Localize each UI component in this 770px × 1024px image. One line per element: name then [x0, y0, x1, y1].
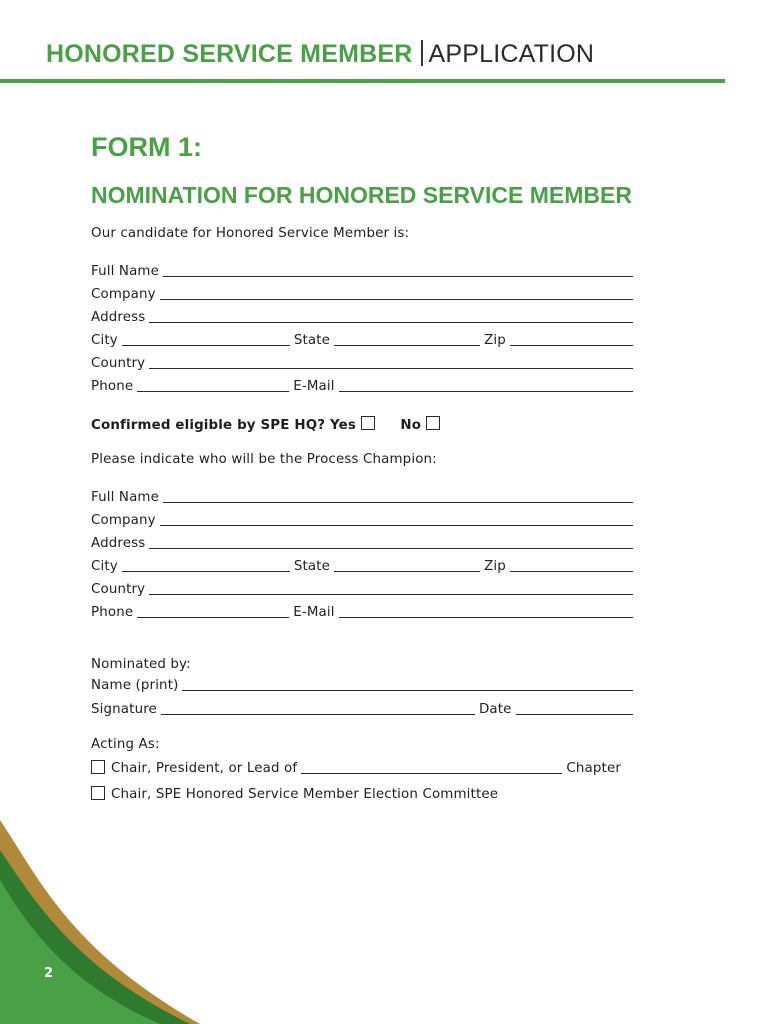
- champion-address-field[interactable]: [149, 536, 633, 549]
- champion-address-label: Address: [91, 536, 146, 551]
- acting-chapter-field[interactable]: [301, 761, 562, 774]
- candidate-phone-label: Phone: [91, 379, 134, 394]
- candidate-phone-row: [91, 379, 633, 394]
- champion-phone-row: [91, 605, 633, 620]
- candidate-address-field[interactable]: [149, 310, 633, 323]
- champion-state-field[interactable]: [334, 559, 480, 572]
- candidate-city-row: [91, 333, 633, 348]
- acting-option1-checkbox[interactable]: [91, 760, 105, 774]
- champion-country-field[interactable]: [149, 582, 633, 595]
- header-separator: [421, 40, 423, 66]
- candidate-email-label: E-Mail: [293, 379, 335, 394]
- champion-company-row: [91, 513, 633, 528]
- candidate-country-row: [91, 356, 633, 371]
- champion-city-field[interactable]: [122, 559, 290, 572]
- nominator-date-field[interactable]: [516, 702, 633, 715]
- candidate-country-field[interactable]: [149, 356, 633, 369]
- champion-address-row: [91, 536, 633, 551]
- acting-option1-label: Chair, President, or Lead of: [111, 761, 298, 776]
- champion-zip-label: Zip: [484, 559, 506, 574]
- candidate-company-row: [91, 287, 633, 302]
- header-title-bold: HONORED SERVICE MEMBER: [46, 40, 413, 68]
- candidate-state-field[interactable]: [334, 333, 480, 346]
- champion-intro-text: Please indicate who will be the Process Champion:: [91, 452, 437, 467]
- candidate-city-label: City: [91, 333, 118, 348]
- page-header: [46, 40, 594, 69]
- champion-company-field[interactable]: [160, 513, 633, 526]
- champion-country-row: [91, 582, 633, 597]
- page-number: 2: [44, 966, 54, 981]
- candidate-country-label: Country: [91, 356, 146, 371]
- header-rule: [0, 79, 725, 83]
- nominator-name-row: [91, 678, 633, 693]
- candidate-address-label: Address: [91, 310, 146, 325]
- nominator-name-label: Name (print): [91, 678, 179, 693]
- eligibility-no-label: No: [400, 418, 422, 433]
- corner-decoration: [0, 820, 220, 1024]
- nominator-signature-label: Signature: [91, 702, 157, 717]
- acting-option1-row: [91, 760, 621, 776]
- nominator-name-field[interactable]: [182, 678, 633, 691]
- eligibility-no-checkbox[interactable]: [426, 416, 440, 430]
- champion-zip-field[interactable]: [510, 559, 633, 572]
- candidate-email-field[interactable]: [339, 379, 633, 392]
- acting-option2-row: [91, 786, 633, 802]
- nominator-heading: Nominated by:: [91, 657, 191, 672]
- champion-full-name-row: [91, 490, 633, 505]
- acting-option2-label: Chair, SPE Honored Service Member Election Committee: [111, 787, 499, 802]
- champion-phone-label: Phone: [91, 605, 134, 620]
- candidate-city-field[interactable]: [122, 333, 290, 346]
- candidate-address-row: [91, 310, 633, 325]
- candidate-state-label: State: [293, 333, 331, 348]
- champion-email-label: E-Mail: [293, 605, 335, 620]
- candidate-full-name-field[interactable]: [163, 264, 633, 277]
- header-title-light: APPLICATION: [428, 40, 595, 68]
- eligibility-question: Confirmed eligible by SPE HQ? Yes: [91, 418, 356, 433]
- nominator-date-label: Date: [478, 702, 512, 717]
- champion-email-field[interactable]: [339, 605, 633, 618]
- champion-country-label: Country: [91, 582, 146, 597]
- eligibility-row: [91, 416, 440, 433]
- champion-phone-field[interactable]: [137, 605, 289, 618]
- form-number: FORM 1:: [91, 132, 202, 162]
- nominator-signature-field[interactable]: [161, 702, 475, 715]
- nominator-signature-row: [91, 702, 633, 717]
- intro-text: Our candidate for Honored Service Member is:: [91, 226, 410, 241]
- form-title: NOMINATION FOR HONORED SERVICE MEMBER: [91, 182, 632, 208]
- candidate-company-field[interactable]: [160, 287, 633, 300]
- eligibility-yes-checkbox[interactable]: [361, 416, 375, 430]
- candidate-full-name-row: [91, 264, 633, 279]
- acting-option1-suffix: Chapter: [566, 761, 621, 776]
- champion-full-name-field[interactable]: [163, 490, 633, 503]
- candidate-company-label: Company: [91, 287, 156, 302]
- candidate-zip-field[interactable]: [510, 333, 633, 346]
- candidate-phone-field[interactable]: [137, 379, 289, 392]
- acting-option2-checkbox[interactable]: [91, 786, 105, 800]
- acting-heading: Acting As:: [91, 737, 160, 752]
- candidate-full-name-label: Full Name: [91, 264, 160, 279]
- champion-city-row: [91, 559, 633, 574]
- champion-company-label: Company: [91, 513, 156, 528]
- champion-state-label: State: [293, 559, 331, 574]
- candidate-zip-label: Zip: [484, 333, 506, 348]
- champion-city-label: City: [91, 559, 118, 574]
- champion-full-name-label: Full Name: [91, 490, 160, 505]
